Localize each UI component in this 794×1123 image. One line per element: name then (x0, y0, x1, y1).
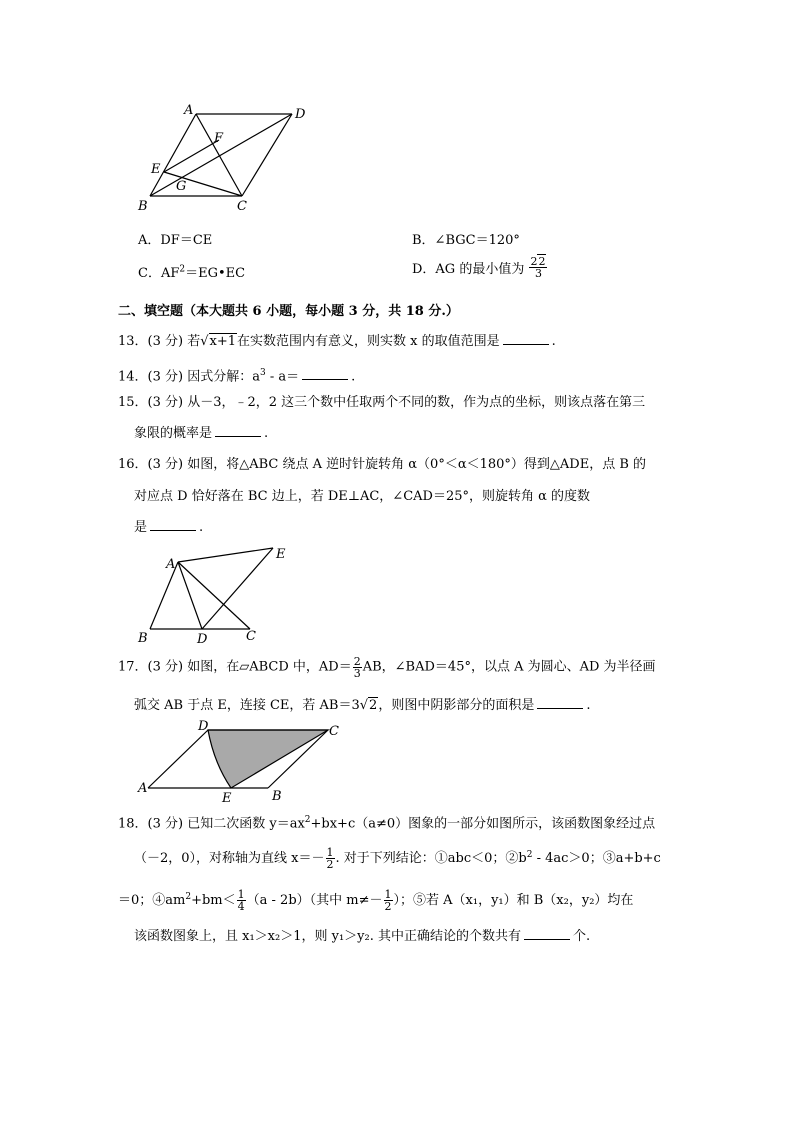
question-16-line3: 是 . (134, 520, 204, 535)
rhombus-label-d: D (295, 107, 306, 122)
question-17-line1: 17．(3 分) 如图，在▱ABCD 中，AD＝ $\frac{2}{3}$ AB，∠BAD＝45°，以点 A 为圆心、AD 为半径画 (118, 655, 656, 680)
question-18-line1: 18．(3 分) 已知二次函数 $y=ax^2+bx+c(a\ne 0)$图象的一部分如图所示，该函数图象经过点 (118, 815, 656, 832)
question-13: 13．(3 分) 若√x+1在实数范围内有意义，则实数 x 的取值范围是 . (118, 334, 556, 349)
answer-blank-15[interactable] (215, 424, 261, 437)
q18-fraction-axis: $\frac{1}{2}$ (326, 846, 334, 872)
rotation-label-e: E (276, 547, 286, 562)
option-d-fraction: $\frac{22}{3}$ (530, 255, 546, 280)
rotation-label-b: B (138, 631, 148, 646)
option-d: D．AG 的最小值为 $\frac{22}{3}$ (412, 255, 546, 280)
section-title: 二、填空题（本大题共 6 小题，每小题 3 分，共 18 分.） (118, 304, 459, 319)
rotation-figure (130, 540, 300, 650)
q18-fraction-quarter: $\frac{1}{4}$ (237, 888, 245, 914)
answer-blank-18[interactable] (524, 927, 570, 940)
rhombus-label-f: F (214, 131, 224, 146)
answer-blank-13[interactable] (503, 332, 549, 345)
question-15-line2: 象限的概率是 . (134, 426, 269, 441)
q18-fraction-half: $\frac{1}{2}$ (384, 888, 392, 914)
parallelogram-label-c: C (329, 724, 339, 739)
question-15-line1: 15．(3 分) 从－3，﹣2，2 这三个数中任取两个不同的数，作为点的坐标，则该点落在第三 (118, 395, 646, 410)
parallelogram-label-b: B (272, 789, 282, 804)
question-16-line1: 16．(3 分) 如图，将△ABC 绕点 A 逆时针旋转角 α（0°＜α＜180°）得到△ADE，点 B 的 (118, 457, 647, 472)
rhombus-figure (134, 100, 324, 220)
shaded-region (208, 730, 328, 788)
rhombus-label-g: G (176, 179, 187, 194)
answer-blank-17[interactable] (537, 696, 583, 709)
question-16-line2: 对应点 D 恰好落在 BC 边上，若 DE⊥AC，∠CAD＝25°，则旋转角 α 的度数 (134, 489, 591, 504)
option-a: A．DF＝CE (138, 233, 213, 248)
rhombus-label-e: E (151, 162, 161, 177)
answer-blank-14[interactable] (302, 367, 348, 380)
question-18-line3: ＝0；$④am^2+bm<$ $\frac{1}{4}$ （a - 2b）（其中 m≠－ $\frac{1}{2}$ ）；⑤若 A（x₁，y₁）和 B（x₂，y₂）均在 (118, 888, 634, 914)
option-b: B．∠BGC＝120° (412, 233, 520, 248)
question-17-line2: 弧交 AB 于点 E，连接 CE，若 AB＝3√2，则图中阴影部分的面积是 . (134, 698, 591, 713)
question-14: 14．(3 分) 因式分解：$a^3 - a=$ . (118, 368, 356, 385)
parallelogram-label-d: D (198, 719, 209, 734)
parallelogram-figure (136, 718, 346, 806)
rhombus-label-a: A (184, 103, 194, 118)
rhombus-label-c: C (237, 199, 247, 214)
question-18-line2: （－2，0），对称轴为直线 x＝－ $\frac{1}{2}$ . 对于下列结论：①abc＜0；$②b^2 - 4ac>0$；③a+b+c (134, 846, 661, 872)
q17-fraction: $\frac{2}{3}$ (353, 655, 361, 680)
rotation-label-c: C (246, 629, 256, 644)
parallelogram-label-e: E (222, 791, 232, 806)
parallelogram-label-a: A (138, 781, 148, 796)
rotation-label-a: A (166, 557, 176, 572)
question-18-line4: 该函数图象上，且 x₁＞x₂＞1，则 y₁＞y₂. 其中正确结论的个数共有 个. (134, 929, 591, 944)
rotation-label-d: D (197, 632, 208, 647)
answer-blank-16[interactable] (150, 518, 196, 531)
rhombus-label-b: B (138, 199, 148, 214)
option-c: C．$AF^2=EG•EC$ (138, 264, 246, 281)
